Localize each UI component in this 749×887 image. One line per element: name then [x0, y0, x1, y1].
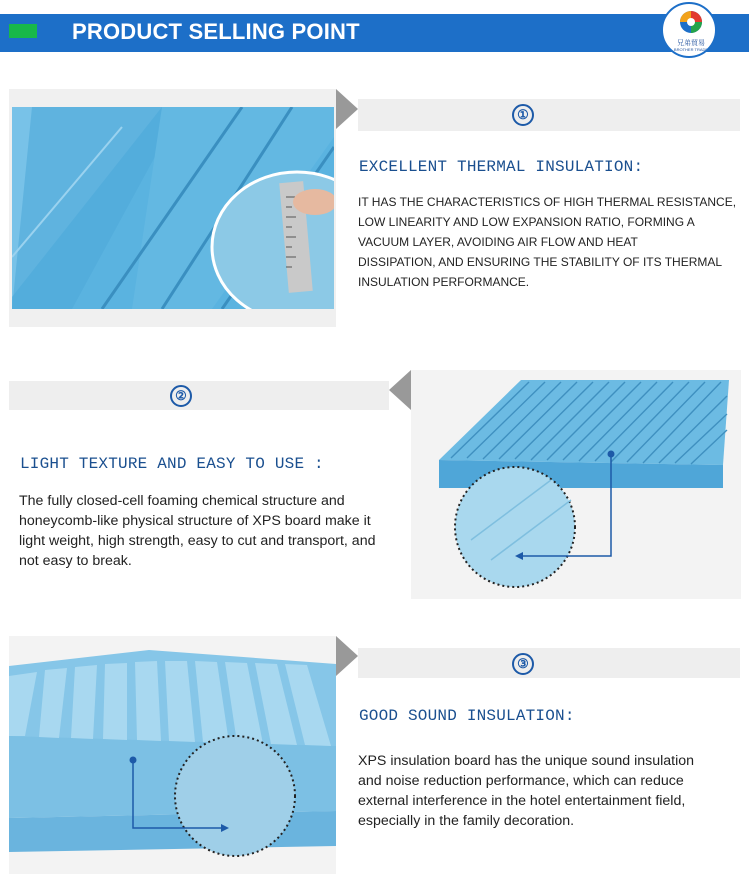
- section-1-number: ①: [512, 104, 534, 126]
- header-green-accent: [9, 24, 37, 38]
- section-1-body-line: VACUUM LAYER, AVOIDING AIR FLOW AND HEAT: [358, 235, 638, 249]
- section-2-body-line: honeycomb-like physical structure of XPS board make it: [19, 513, 371, 529]
- section-3-number: ③: [512, 653, 534, 675]
- section-2-title-bar: [9, 381, 389, 410]
- section-3-body-line: external interference in the hotel entertainment field,: [358, 793, 686, 809]
- section-1-photo: [12, 107, 334, 309]
- section-3-photo: [9, 636, 336, 874]
- section-2-body-line: light weight, high strength, easy to cut and transport, and: [19, 533, 376, 549]
- section-1-body-line: IT HAS THE CHARACTERISTICS OF HIGH THERMAL RESISTANCE,: [358, 195, 737, 209]
- section-2-number: ②: [170, 385, 192, 407]
- section-1-arrow-marker: [336, 89, 358, 129]
- brand-logo: [661, 2, 717, 58]
- section-2-body: [19, 491, 399, 571]
- logo-subtext: BROTHER TRADE: [673, 47, 709, 52]
- logo-swirl-icon: [663, 4, 717, 38]
- section-2-heading: LIGHT TEXTURE AND EASY TO USE :: [20, 455, 324, 473]
- section-1-body-line: LOW LINEARITY AND LOW EXPANSION RATIO, FORMING A: [358, 215, 695, 229]
- section-3-title-bar: [358, 648, 740, 678]
- section-3-body-line: especially in the family decoration.: [358, 813, 575, 829]
- section-1-body-line: DISSIPATION, AND ENSURING THE STABILITY OF ITS THERMAL: [358, 255, 723, 269]
- section-3-body-line: XPS insulation board has the unique sound insulation: [358, 753, 695, 769]
- section-2-photo: [411, 370, 741, 599]
- foam-board-stack-illustration: [12, 107, 334, 309]
- section-1-heading: EXCELLENT THERMAL INSULATION:: [359, 158, 644, 176]
- section-3-body: [358, 751, 742, 831]
- page-header: [0, 0, 749, 62]
- page-title: PRODUCT SELLING POINT: [72, 19, 360, 44]
- ribbed-board-closeup-illustration: [9, 636, 336, 874]
- grooved-board-illustration: [411, 370, 741, 599]
- section-2-body-line: The fully closed-cell foaming chemical structure and: [19, 493, 345, 509]
- section-3-arrow-marker: [336, 636, 358, 676]
- section-3-body-line: and noise reduction performance, which can reduce: [358, 773, 684, 789]
- section-1-body-line: INSULATION PERFORMANCE.: [358, 275, 530, 289]
- section-2-body-line: not easy to break.: [19, 553, 132, 569]
- section-2-arrow-marker: [389, 370, 411, 410]
- section-1-title-bar: [358, 99, 740, 131]
- section-1-body: [358, 192, 742, 292]
- section-3-heading: GOOD SOUND INSULATION:: [359, 707, 575, 725]
- logo-text: 兄弟貿易: [677, 39, 705, 47]
